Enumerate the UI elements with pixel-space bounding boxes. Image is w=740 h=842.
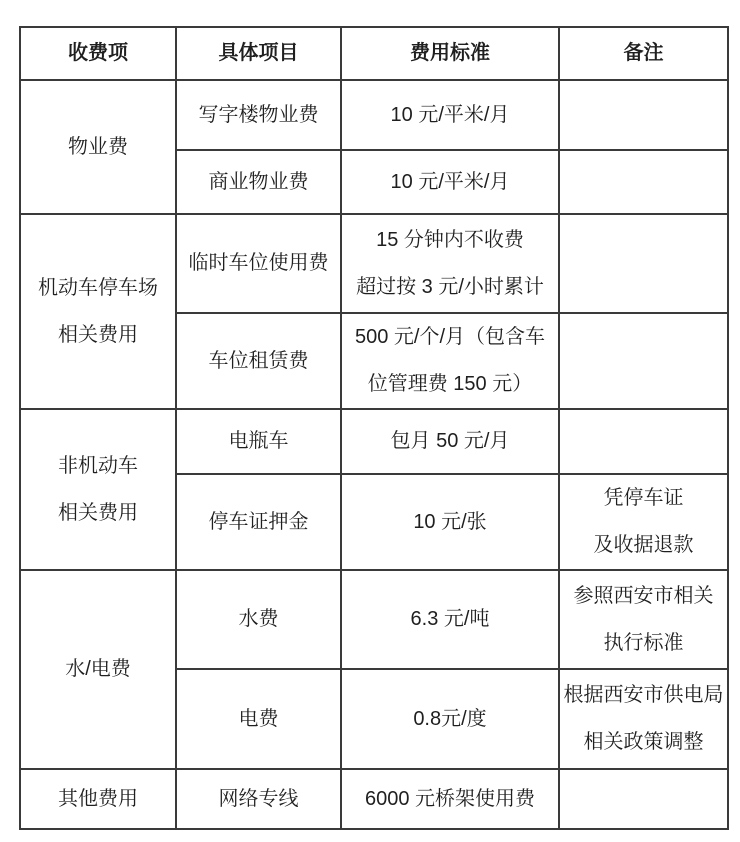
header-text: 收费项 — [68, 42, 128, 64]
cell-text: 超过按 3 元/小时累计 — [356, 275, 544, 298]
cell-text: 15 分钟内不收费 — [376, 228, 524, 251]
header-text: 备注 — [623, 42, 664, 64]
category-cell-property-fee — [20, 80, 176, 214]
cell-text: 及收据退款 — [593, 534, 694, 556]
note-cell — [559, 409, 728, 474]
note-cell — [559, 474, 728, 570]
standard-cell — [341, 214, 559, 313]
cell-text: 相关政策调整 — [583, 731, 704, 753]
table-row — [20, 769, 728, 829]
item-cell — [176, 313, 341, 409]
cell-text: 6.3 元/吨 — [410, 608, 490, 630]
cell-text: 非机动车 — [58, 454, 138, 477]
item-cell — [176, 769, 341, 829]
column-header-fee-standard — [341, 27, 559, 80]
item-cell — [176, 474, 341, 570]
category-cell-water-electricity — [20, 570, 176, 769]
header-text: 具体项目 — [218, 42, 299, 64]
cell-text: 10 元/平米/月 — [390, 103, 510, 126]
cell-text: 电瓶车 — [228, 430, 289, 452]
item-cell — [176, 150, 341, 214]
column-header-remarks — [559, 27, 728, 80]
item-cell — [176, 409, 341, 474]
standard-cell — [341, 474, 559, 570]
note-cell — [559, 150, 728, 214]
item-cell — [176, 570, 341, 669]
cell-text: 10 元/平米/月 — [390, 170, 510, 193]
header-row — [20, 27, 728, 80]
cell-text: 商业物业费 — [208, 170, 309, 193]
cell-text: 相关费用 — [58, 501, 138, 524]
note-cell — [559, 769, 728, 829]
cell-text: 10 元/张 — [413, 510, 487, 533]
cell-text: 位管理费 150 元） — [367, 373, 533, 395]
cell-text: 6000 元桥架使用费 — [364, 787, 536, 810]
note-cell — [559, 570, 728, 669]
note-cell — [559, 669, 728, 769]
standard-cell — [341, 769, 559, 829]
header-text: 费用标准 — [410, 42, 490, 64]
cell-text: 车位租赁费 — [208, 349, 309, 372]
cell-text: 写字楼物业费 — [198, 103, 319, 126]
cell-text: 包月 50 元/月 — [390, 430, 510, 452]
cell-text: 0.8元/度 — [413, 707, 487, 730]
column-header-fee-item — [20, 27, 176, 80]
table-row — [20, 214, 728, 313]
note-cell — [559, 214, 728, 313]
cell-text: 根据西安市供电局 — [563, 684, 724, 706]
cell-text: 水费 — [238, 608, 279, 630]
cell-text: 电费 — [238, 707, 279, 730]
cell-text: 其他费用 — [58, 787, 138, 810]
item-cell — [176, 80, 341, 150]
standard-cell — [341, 150, 559, 214]
cell-text: 参照西安市相关 — [573, 584, 714, 607]
cell-text: 500 元/个/月（包含车 — [354, 326, 546, 348]
table-row — [20, 80, 728, 150]
category-cell-non-motor — [20, 409, 176, 570]
table-row — [20, 409, 728, 474]
cell-text: 水/电费 — [65, 658, 131, 680]
standard-cell — [341, 570, 559, 669]
cell-text: 临时车位使用费 — [188, 252, 329, 274]
cell-text: 凭停车证 — [603, 487, 684, 509]
standard-cell — [341, 669, 559, 769]
table-row — [20, 570, 728, 669]
cell-text: 相关费用 — [58, 323, 138, 346]
standard-cell — [341, 80, 559, 150]
category-cell-motor-parking — [20, 214, 176, 409]
standard-cell — [341, 313, 559, 409]
standard-cell — [341, 409, 559, 474]
cell-text: 机动车停车场 — [38, 276, 158, 299]
note-cell — [559, 313, 728, 409]
cell-text: 停车证押金 — [208, 510, 309, 533]
item-cell — [176, 669, 341, 769]
item-cell — [176, 214, 341, 313]
cell-text: 执行标准 — [603, 631, 684, 654]
fee-schedule-table — [19, 26, 729, 830]
column-header-specific-item — [176, 27, 341, 80]
cell-text: 物业费 — [68, 135, 128, 158]
category-cell-other-fees — [20, 769, 176, 829]
cell-text: 网络专线 — [218, 787, 299, 810]
note-cell — [559, 80, 728, 150]
